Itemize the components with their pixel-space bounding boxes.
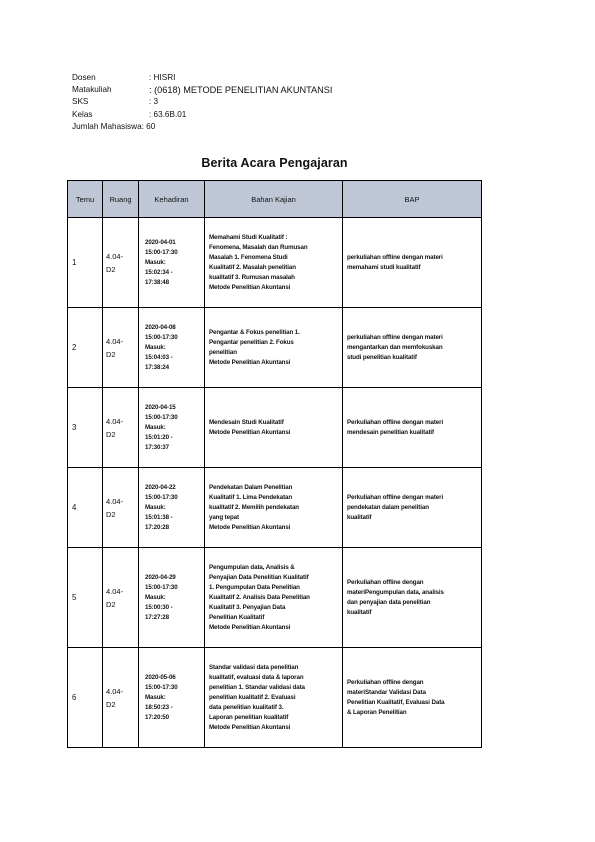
sks-label: SKS	[72, 97, 89, 107]
bap-line: studi penelitian kualitatif	[347, 353, 417, 361]
col-header-bap: BAP	[343, 181, 482, 218]
bahan-kajian-cell	[205, 548, 343, 648]
bahan-kajian-cell	[205, 308, 343, 388]
kehadiran-line: 18:50:23 -	[145, 703, 173, 711]
col-header-ruang: Ruang	[103, 181, 139, 218]
kehadiran-cell	[139, 388, 205, 468]
bahan-line: Metode Penelitian Akuntansi	[209, 723, 291, 731]
kehadiran-cell	[139, 468, 205, 548]
table-row	[68, 648, 482, 748]
kehadiran-line: 2020-04-29	[145, 573, 176, 581]
kehadiran-line: 15:01:38 -	[145, 513, 173, 521]
ruang-line: D2	[106, 509, 116, 519]
page-title: Berita Acara Pengajaran	[201, 156, 348, 170]
table-row	[68, 388, 482, 468]
kelas-value: : 63.6B.01	[149, 109, 187, 119]
bap-line: Penelitian Kualitatif, Evaluasi Data	[347, 698, 445, 706]
kehadiran-line: Masuk:	[145, 423, 166, 431]
kehadiran-line: Masuk:	[145, 503, 166, 511]
kehadiran-line: Masuk:	[145, 343, 166, 351]
ruang-cell	[103, 388, 139, 468]
kehadiran-line: 15:00-17:30	[145, 333, 178, 341]
ruang-line: 4.04-	[106, 496, 124, 506]
bahan-line: Metode Penelitian Akuntansi	[209, 283, 291, 291]
bap-line: materiPengumpulan data, analisis	[347, 588, 444, 596]
kehadiran-cell	[139, 218, 205, 308]
kehadiran-line: 17:27:28	[145, 613, 169, 621]
ruang-line: 4.04-	[106, 586, 124, 596]
bahan-line: Penelitian Kualitatif	[209, 613, 265, 621]
kehadiran-line: 15:00:30 -	[145, 603, 173, 611]
sks-row	[72, 96, 332, 108]
kehadiran-line: Masuk:	[145, 593, 166, 601]
bahan-line: kualitatif 3. Rumusan masalah	[209, 273, 295, 281]
bahan-kajian-cell	[205, 468, 343, 548]
bap-cell	[343, 308, 482, 388]
table-header-row	[68, 181, 482, 218]
bap-line: materiStandar Validasi Data	[347, 688, 426, 696]
col-header-bahan-kajian: Bahan Kajian	[205, 181, 343, 218]
bahan-line: Kualitatif 2. Masalah penelitian	[209, 263, 296, 271]
bap-line: memahami studi kualitatif	[347, 263, 421, 271]
kehadiran-cell	[139, 308, 205, 388]
jumlah-label: Jumlah Mahasiswa	[72, 121, 142, 131]
ruang-cell	[103, 548, 139, 648]
ruang-cell	[103, 308, 139, 388]
bahan-line: Metode Penelitian Akuntansi	[209, 428, 291, 436]
bap-line: pendekatan dalam penelitian	[347, 503, 429, 511]
kelas-label: Kelas	[72, 109, 93, 119]
matakuliah-row	[72, 84, 332, 96]
bahan-line: Memahami Studi Kualitatif :	[209, 233, 288, 241]
temu-cell: 2	[68, 308, 103, 388]
kehadiran-cell	[139, 648, 205, 748]
bap-line: perkuliahan offline dengan materi	[347, 333, 443, 341]
bap-line: kualitatif	[347, 513, 372, 521]
bahan-line: Pengantar penelitian 2. Fokus	[209, 338, 294, 346]
ruang-line: D2	[106, 599, 116, 609]
bahan-line: Kualitatif 3. Penyajian Data	[209, 603, 286, 611]
kehadiran-line: 17:38:24	[145, 363, 169, 371]
ruang-line: D2	[106, 429, 116, 439]
bahan-line: Pengantar & Fokus penelitian 1.	[209, 328, 300, 336]
kehadiran-line: 15:04:03 -	[145, 353, 173, 361]
bap-line: perkuliahan offline dengan materi	[347, 253, 443, 261]
ruang-line: 4.04-	[106, 251, 124, 261]
bap-line: Perkuliahan offline dengan	[347, 578, 424, 586]
ruang-cell	[103, 468, 139, 548]
ruang-line: D2	[106, 699, 116, 709]
bahan-kajian-cell	[205, 218, 343, 308]
bap-cell	[343, 548, 482, 648]
bap-line: kualitatif	[347, 608, 372, 616]
kehadiran-line: Masuk:	[145, 693, 166, 701]
bap-cell	[343, 648, 482, 748]
ruang-line: D2	[106, 349, 116, 359]
bahan-line: penelitian 1. Standar validasi data	[209, 683, 305, 691]
kehadiran-line: Masuk:	[145, 258, 166, 266]
matakuliah-value: : (0618) METODE PENELITIAN AKUNTANSI	[149, 85, 333, 96]
kelas-row	[72, 109, 332, 121]
kehadiran-line: 17:38:48	[145, 278, 169, 286]
ruang-line: 4.04-	[106, 416, 124, 426]
table-row	[68, 468, 482, 548]
kehadiran-line: 2020-04-01	[145, 238, 176, 246]
bahan-line: Metode Penelitian Akuntansi	[209, 358, 291, 366]
kehadiran-line: 2020-05-06	[145, 673, 176, 681]
kehadiran-line: 15:00-17:30	[145, 248, 178, 256]
jumlah-row	[72, 121, 332, 133]
table-row	[68, 218, 482, 308]
bahan-line: Laporan penelitian kualitatif	[209, 713, 289, 721]
bahan-line: Pengumpulan data, Analisis &	[209, 563, 295, 571]
bahan-line: Mendesain Studi Kualitatif	[209, 418, 284, 426]
temu-cell: 6	[68, 648, 103, 748]
kehadiran-line: 17:30:37	[145, 443, 169, 451]
bap-line: Perkuliahan offline dengan materi	[347, 493, 444, 501]
bap-line: mengantarkan dan memfokuskan	[347, 343, 443, 351]
kehadiran-line: 17:20:50	[145, 713, 169, 721]
bahan-line: Metode Penelitian Akuntansi	[209, 523, 291, 531]
temu-cell: 3	[68, 388, 103, 468]
bap-line: mendesain penelitian kualitatif	[347, 428, 434, 436]
col-header-temu: Temu	[68, 181, 103, 218]
table-body	[68, 218, 482, 748]
temu-cell: 1	[68, 218, 103, 308]
bahan-line: Kualitatif 2. Analisis Data Penelitian	[209, 593, 310, 601]
dosen-label: Dosen	[72, 73, 96, 82]
kehadiran-line: 15:00-17:30	[145, 583, 178, 591]
dosen-value: : HISRI	[149, 73, 176, 82]
bap-cell	[343, 218, 482, 308]
bahan-line: penelitian	[209, 348, 237, 356]
bap-line: dan penyajian data penelitian	[347, 598, 431, 606]
matakuliah-label: Matakuliah	[72, 85, 112, 95]
bahan-line: yang tepat	[209, 513, 239, 521]
bahan-line: Masalah 1. Fenomena Studi	[209, 253, 288, 261]
bahan-line: Metode Penelitian Akuntansi	[209, 623, 291, 631]
table-row	[68, 548, 482, 648]
bahan-line: Kualitatif 1. Lima Pendekatan	[209, 493, 293, 501]
ruang-line: 4.04-	[106, 336, 124, 346]
dosen-row	[72, 72, 332, 84]
bahan-line: Standar validasi data penelitian	[209, 663, 299, 671]
ruang-line: 4.04-	[106, 686, 124, 696]
table-row	[68, 308, 482, 388]
bap-table	[67, 180, 482, 748]
bap-cell	[343, 388, 482, 468]
bahan-kajian-cell	[205, 388, 343, 468]
kehadiran-line: 15:01:20 -	[145, 433, 173, 441]
bap-cell	[343, 468, 482, 548]
kehadiran-line: 2020-04-08	[145, 323, 176, 331]
kehadiran-line: 15:00-17:30	[145, 413, 178, 421]
temu-cell: 4	[68, 468, 103, 548]
kehadiran-line: 15:00-17:30	[145, 493, 178, 501]
kehadiran-line: 2020-04-15	[145, 403, 176, 411]
kehadiran-line: 17:20:28	[145, 523, 169, 531]
kehadiran-cell	[139, 548, 205, 648]
kehadiran-line: 2020-04-22	[145, 483, 176, 491]
bahan-line: 1. Pengumpulan Data Penelitian	[209, 583, 300, 591]
ruang-cell	[103, 218, 139, 308]
sks-value: : 3	[149, 97, 159, 107]
bahan-line: Penyajian Data Penelitian Kualitatif	[209, 573, 309, 581]
kehadiran-line: 15:02:34 -	[145, 268, 173, 276]
bahan-kajian-cell	[205, 648, 343, 748]
jumlah-value: : 60	[141, 121, 156, 131]
temu-cell: 5	[68, 548, 103, 648]
bahan-line: Pendekatan Dalam Penelitian	[209, 483, 293, 491]
ruang-cell	[103, 648, 139, 748]
kehadiran-line: 15:00-17:30	[145, 683, 178, 691]
course-info	[72, 72, 332, 133]
bahan-line: data penelitian kualitatif 3.	[209, 703, 284, 711]
bap-line: Perkuliahan offline dengan	[347, 678, 424, 686]
bahan-line: penelitian kualitatif 2. Evaluasi	[209, 693, 296, 701]
ruang-line: D2	[106, 264, 116, 274]
bap-line: Perkuliahan offline dengan materi	[347, 418, 444, 426]
bahan-line: kualitatif, evaluasi data & laporan	[209, 673, 304, 681]
col-header-kehadiran: Kehadiran	[139, 181, 205, 218]
bap-line: & Laporan Penelitian	[347, 708, 407, 716]
bahan-line: kualitatif 2. Memilih pendekatan	[209, 503, 299, 511]
bahan-line: Fenomena, Masalah dan Rumusan	[209, 243, 308, 251]
